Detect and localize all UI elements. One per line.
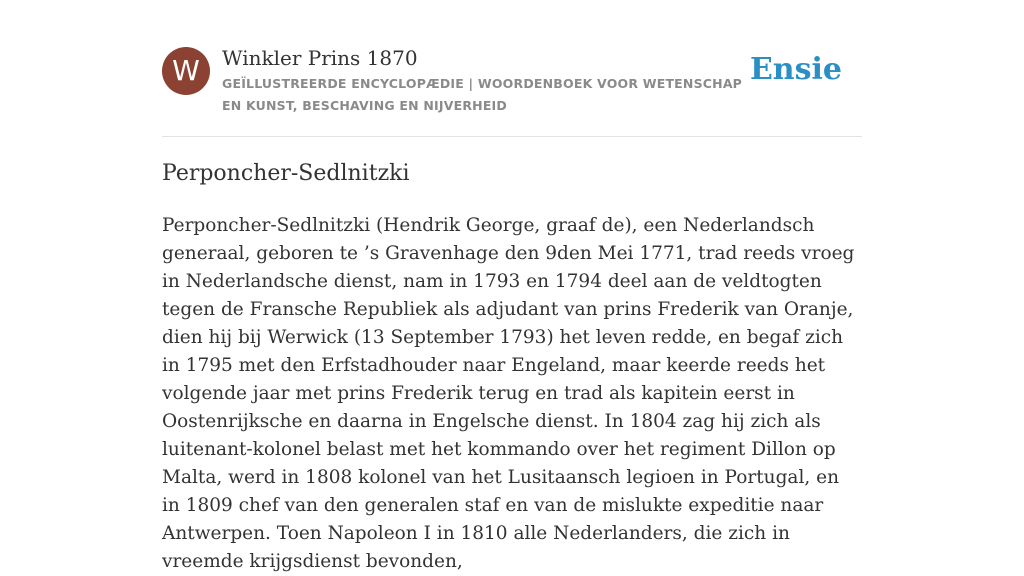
source-subtitle: GEÏLLUSTREERDE ENCYCLOPÆDIE | WOORDENBOEK VOOR WETENSCHAP EN KUNST, BESCHAVING EN NIJVERHEID <box>222 76 743 113</box>
source-avatar[interactable]: W <box>162 47 210 95</box>
article-body: Perponcher-Sedlnitzki (Hendrik George, graaf de), een Nederlandsch generaal, geboren te ’s Gravenhage den 9den Mei 1771, trad reeds vroeg in Nederlandsche dienst, nam in 1793 en 1794 deel aan de veldtogten tegen de Fransche Republiek als adjudant van prins Frederik van Oranje, dien hij bij Werwick (13 September 1793) het leven redde, en begaf zich in 1795 met den Erfstadhouder naar Engeland, maar keerde reeds het volgende jaar met prins Frederik terug en trad als kapitein eerst in Oostenrijksche en daarna in Engelsche dienst. In 1804 zag hij zich als luitenant-kolonel belast met het kommando over het regiment Dillon op Malta, werd in 1808 kolonel van het Lusitaansch legioen in Portugal, en in 1809 chef van den generalen staf en van de mislukte expeditie naar Antwerpen. Toen Napoleon I in 1810 alle Nederlanders, die zich in vreemde krijgsdienst bevonden, <box>162 215 855 572</box>
article-title: Perponcher-Sedlnitzki <box>162 161 410 186</box>
ensie-logo[interactable]: Ensie <box>749 52 842 87</box>
source-title[interactable]: Winkler Prins 1870 <box>222 46 418 70</box>
source-header <box>162 44 862 137</box>
